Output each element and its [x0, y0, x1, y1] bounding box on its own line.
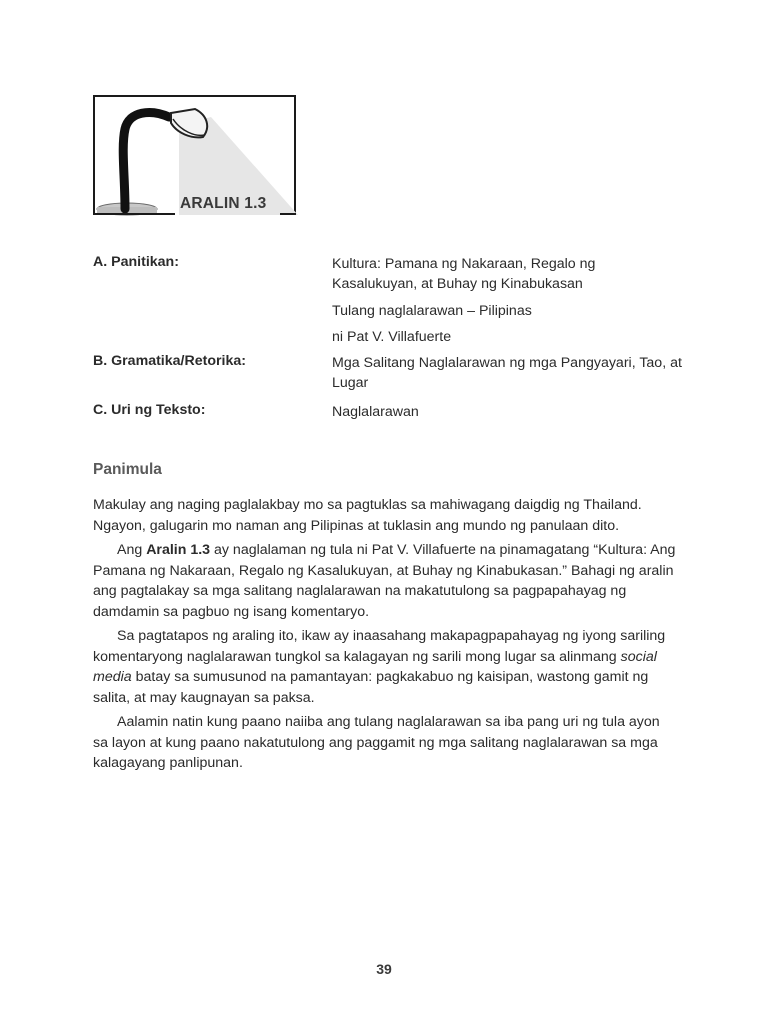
intro-paragraph-4: Aalamin natin kung paano naiiba ang tulang naglalarawan sa iba pang uri ng tula ayon sa layon at kung paano nakatutulong ang paggamit ng mga salitang naglalarawan sa mga kalagayang panlipunan. — [93, 714, 660, 771]
paragraph-text: Ang — [117, 542, 147, 558]
overview-label-a: A. Panitikan: — [93, 254, 179, 270]
page-number: 39 — [376, 961, 392, 977]
intro-paragraph-2 — [93, 540, 676, 622]
paragraph-text: Sa pagtatapos ng araling ito, ikaw ay inaasahang makapagpapahayag ng iyong sariling komentaryong naglalarawan tungkol sa kalagayan ng sarili mong lugar sa alinmang — [93, 628, 666, 665]
overview-value-a3: ni Pat V. Villafuerte — [332, 329, 452, 345]
lesson-label: ARALIN 1.3 — [180, 195, 267, 212]
overview-label-b: B. Gramatika/Retorika: — [93, 353, 246, 369]
paragraph-text: ay naglalaman ng tula ni Pat V. Villafuerte na pinamagatang “Kultura: Ang Pamana ng Nakaraan, Regalo ng Kasalukuyan, at Buhay ng Kinabukasan.” Bahagi ng aralin ang pagtalakay sa mga salitang naglalarawan na makatutulong sa pagpapahayag ng damdamin sa pagbuo ng isang komentaryo. — [93, 542, 676, 620]
overview-value-a1: Kultura: Pamana ng Nakaraan, Regalo ng Kasalukuyan, at Buhay ng Kinabukasan — [332, 256, 596, 292]
intro-paragraph-3 — [93, 626, 676, 708]
header-divider-right — [280, 213, 296, 215]
paragraph-text: batay sa sumusunod na pamantayan: pagkakabuo ng kaisipan, wastong gamit ng salita, at may kaugnayan sa paksa. — [93, 669, 649, 706]
overview-value-a2: Tulang naglalarawan – Pilipinas — [332, 303, 532, 319]
overview-value-c: Naglalarawan — [332, 404, 419, 420]
header-divider-left — [93, 213, 175, 215]
intro-paragraph-1: Makulay ang naging paglalakbay mo sa pagtuklas sa mahiwagang daigdig ng Thailand. Ngayon, galugarin mo naman ang Pilipinas at tuklasin ang mundo ng panulaan dito. — [93, 497, 642, 534]
emphasis-text: social media — [93, 648, 657, 685]
intro-body — [93, 495, 676, 778]
overview-label-c: C. Uri ng Teksto: — [93, 402, 206, 418]
section-heading-panimula: Panimula — [93, 461, 162, 478]
lesson-reference: Aralin 1.3 — [146, 542, 211, 558]
overview-value-b: Mga Salitang Naglalarawan ng mga Pangyayari, Tao, at Lugar — [332, 355, 682, 391]
